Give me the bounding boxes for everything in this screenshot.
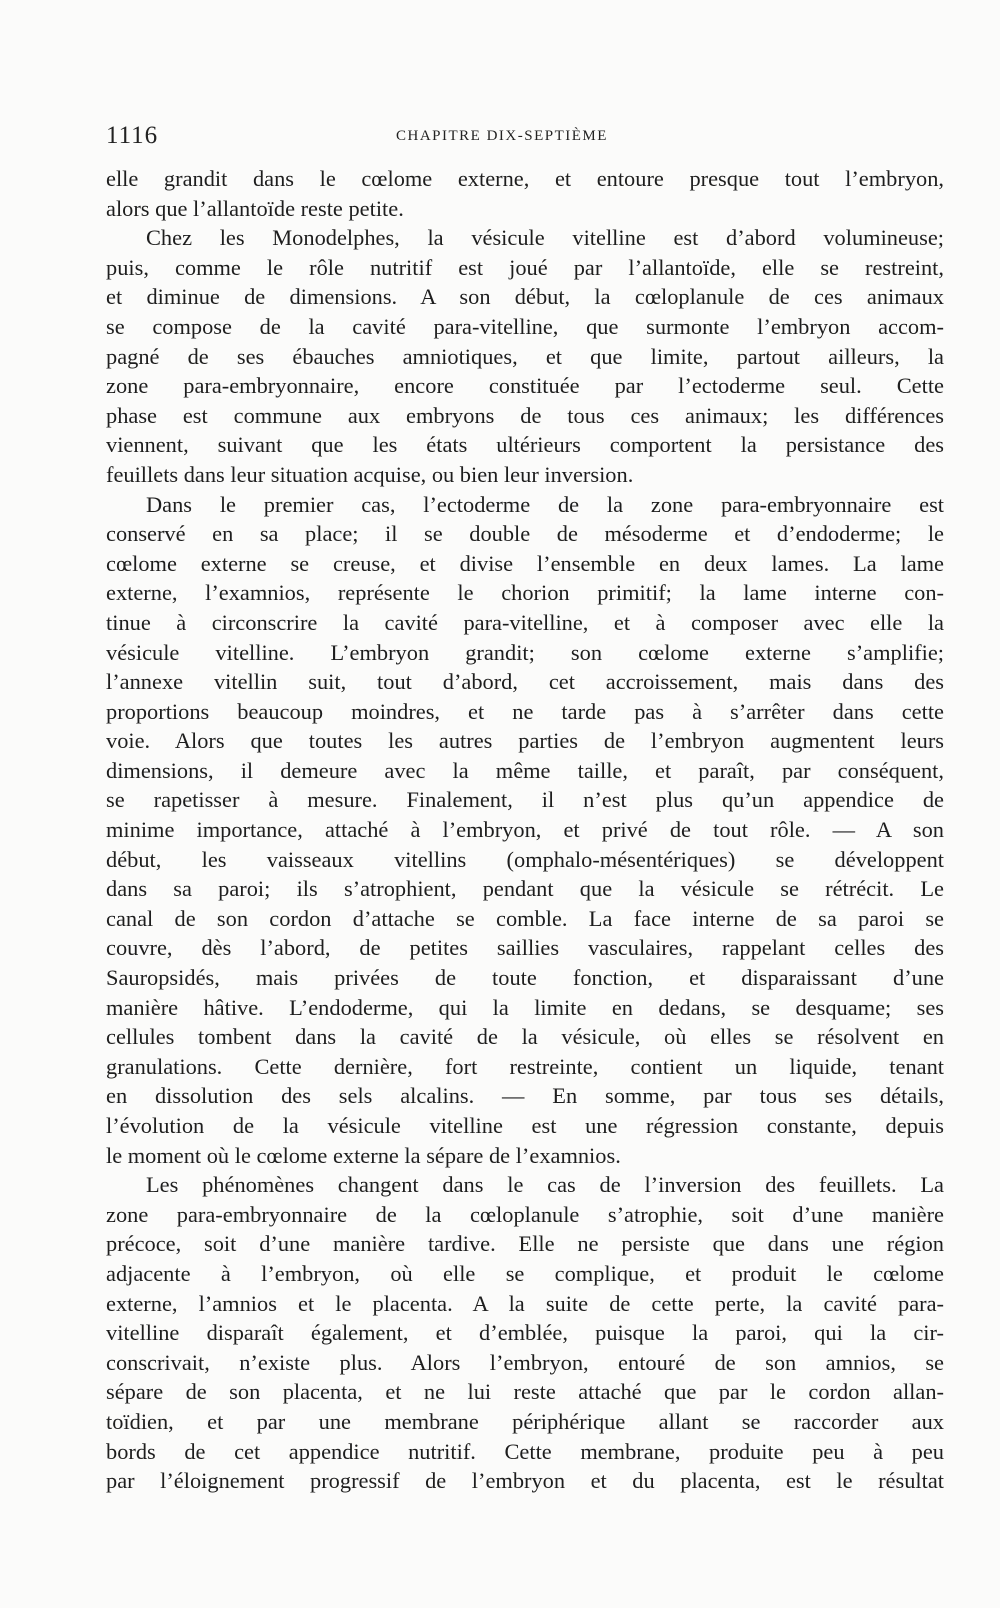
text-line: bords de cet appendice nutritif. Cette membrane, produite peu à peu [106, 1438, 944, 1464]
text-line: Les phénomènes changent dans le cas de l’inversion des feuillets. La [146, 1172, 944, 1198]
text-line: le moment où le cœlome externe la sépare de l’examnios. [106, 1142, 621, 1168]
text-line: début, les vaisseaux vitellins (omphalo-mésentériques) se développent [106, 846, 944, 872]
text-line: en dissolution des sels alcalins. — En somme, par tous ses détails, [106, 1083, 944, 1109]
text-line: puis, comme le rôle nutritif est joué par l’allantoïde, elle se restreint, [106, 254, 944, 280]
text-line: conservé en sa place; il se double de mésoderme et d’endoderme; le [106, 521, 944, 547]
text-line: cœlome externe se creuse, et divise l’ensemble en deux lames. La lame [106, 550, 944, 576]
text-line: phase est commune aux embryons de tous ces animaux; les différences [106, 402, 944, 428]
text-line: sépare de son placenta, et ne lui reste attaché que par le cordon allan- [106, 1379, 944, 1405]
text-line: proportions beaucoup moindres, et ne tarde pas à s’arrêter dans cette [106, 698, 944, 724]
text-line: cellules tombent dans la cavité de la vésicule, où elles se résolvent en [106, 1024, 944, 1050]
text-line: minime importance, attaché à l’embryon, et privé de tout rôle. — A son [106, 817, 944, 843]
text-line: dimensions, il demeure avec la même taille, et paraît, par conséquent, [106, 757, 944, 783]
text-line: dans sa paroi; ils s’atrophient, pendant que la vésicule se rétrécit. Le [106, 876, 944, 902]
text-line: alors que l’allantoïde reste petite. [106, 195, 404, 221]
text-line: voie. Alors que toutes les autres parties de l’embryon augmentent leurs [106, 728, 944, 754]
body-text [106, 164, 944, 1496]
text-line: manière hâtive. L’endoderme, qui la limite en dedans, se desquame; ses [106, 994, 944, 1020]
text-line: tinue à circonscrire la cavité para-vitelline, et à composer avec elle la [106, 609, 944, 635]
running-head [106, 121, 944, 151]
text-line: zone para-embryonnaire de la cœloplanule s’atrophie, soit d’une manière [106, 1201, 944, 1227]
text-line: feuillets dans leur situation acquise, ou bien leur inversion. [106, 461, 634, 487]
text-line: canal de son cordon d’attache se comble. La face interne de sa paroi se [106, 905, 944, 931]
text-line: adjacente à l’embryon, où elle se complique, et produit le cœlome [106, 1260, 944, 1286]
text-line: se rapetisser à mesure. Finalement, il n’est plus qu’un appendice de [106, 787, 944, 813]
text-line: précoce, soit d’une manière tardive. Elle ne persiste que dans une région [106, 1231, 944, 1257]
text-line: l’annexe vitellin suit, tout d’abord, cet accroissement, mais dans des [106, 669, 944, 695]
text-line: externe, l’examnios, représente le chorion primitif; la lame interne con- [106, 580, 944, 606]
text-line: vésicule vitelline. L’embryon grandit; son cœlome externe s’amplifie; [106, 639, 944, 665]
text-line: pagné de ses ébauches amniotiques, et que limite, partout ailleurs, la [106, 343, 944, 369]
text-line: zone para-embryonnaire, encore constituée par l’ectoderme seul. Cette [106, 373, 944, 399]
text-line: se compose de la cavité para-vitelline, que surmonte l’embryon accom- [106, 313, 944, 339]
text-line: externe, l’amnios et le placenta. A la suite de cette perte, la cavité para- [106, 1290, 944, 1316]
text-line: l’évolution de la vésicule vitelline est une régression constante, depuis [106, 1113, 944, 1138]
chapter-title: CHAPITRE DIX-SEPTIÈME [396, 128, 608, 144]
text-line: conscrivait, n’existe plus. Alors l’embryon, entouré de son amnios, se [106, 1349, 944, 1375]
text-line: couvre, dès l’abord, de petites saillies vasculaires, rappelant celles des [106, 935, 944, 961]
text-line: et diminue de dimensions. A son début, la cœloplanule de ces animaux [106, 284, 944, 310]
text-line: Sauropsidés, mais privées de toute fonction, et disparaissant d’une [106, 965, 944, 991]
text-line: par l’éloignement progressif de l’embryon et du placenta, est le résultat [106, 1468, 944, 1494]
text-line: vitelline disparaît également, et d’emblée, puisque la paroi, qui la cir- [106, 1320, 944, 1346]
page-number: 1116 [106, 122, 159, 149]
text-line: granulations. Cette dernière, fort restreinte, contient un liquide, tenant [106, 1053, 944, 1079]
text-line: Dans le premier cas, l’ectoderme de la zone para-embryonnaire est [146, 491, 944, 517]
text-line: elle grandit dans le cœlome externe, et entoure presque tout l’embryon, [106, 166, 944, 191]
text-line: Chez les Monodelphes, la vésicule vitelline est d’abord volumineuse; [146, 225, 944, 251]
text-line: toïdien, et par une membrane périphérique allant se raccorder aux [106, 1408, 944, 1434]
text-line: viennent, suivant que les états ultérieurs comportent la persistance des [106, 432, 944, 458]
